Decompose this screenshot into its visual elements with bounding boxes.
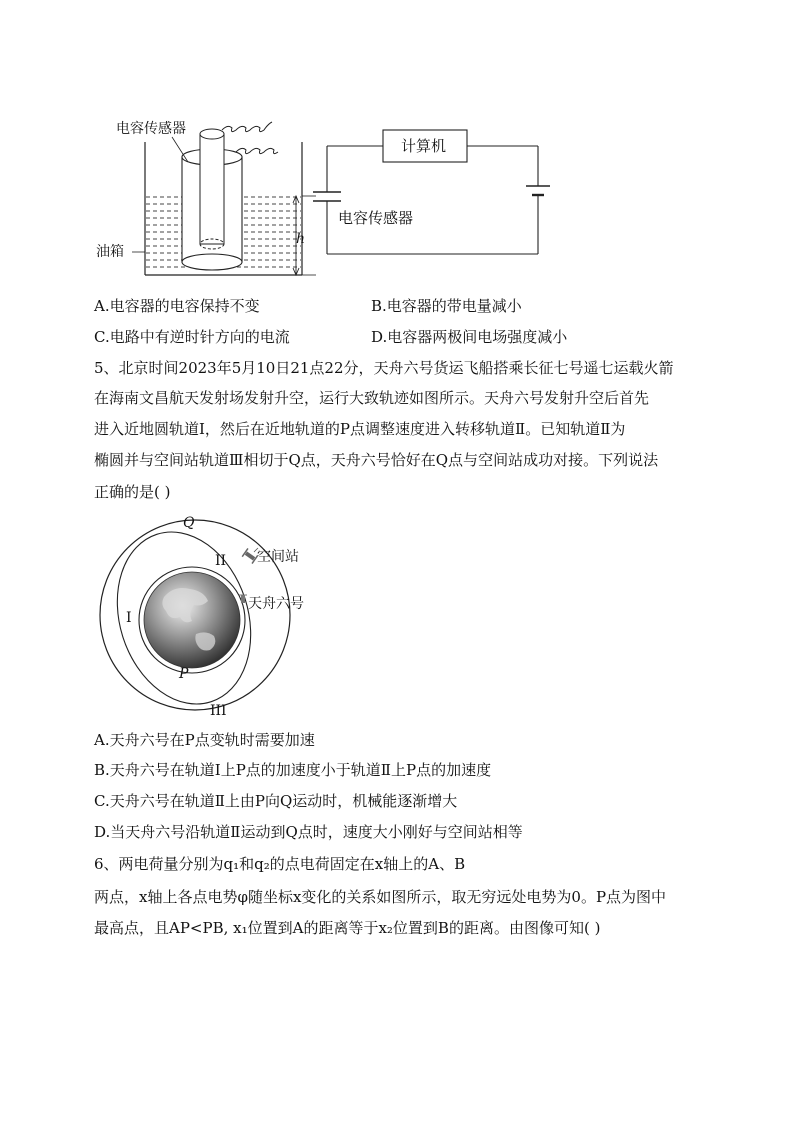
orbit-label-tianzhou: 天舟六号 bbox=[248, 596, 304, 612]
sensor-label: 电容传感器 bbox=[116, 121, 186, 137]
orbit-label-iii: III bbox=[210, 703, 227, 719]
computer-label: 计算机 bbox=[401, 137, 447, 155]
q6-line-3: 最高点，且AP<PB, x₁位置到A的距离等于x₂位置到B的距离。由图像可知( ) bbox=[94, 919, 601, 937]
orbit-label-ii: II bbox=[215, 553, 227, 569]
figure-orbits bbox=[92, 512, 322, 722]
q5-option-c: C.天舟六号在轨道Ⅱ上由P向Q运动时，机械能逐渐增大 bbox=[94, 792, 458, 810]
figure-capacitor-tank bbox=[96, 92, 330, 282]
q5-line-1: 5、北京时间2023年5月10日21点22分，天舟六号货运飞船搭乘长征七号遥七运载火箭 bbox=[94, 359, 674, 377]
earth bbox=[144, 572, 240, 668]
orbit-label-station: 空间站 bbox=[257, 549, 299, 565]
q4-option-a: A.电容器的电容保持不变 bbox=[94, 297, 260, 315]
q5-option-d: D.当天舟六号沿轨道Ⅱ运动到Q点时，速度大小刚好与空间站相等 bbox=[94, 823, 523, 841]
q5-line-3: 进入近地圆轨道Ⅰ，然后在近地轨道的P点调整速度进入转移轨道Ⅱ。已知轨道Ⅱ为 bbox=[94, 420, 626, 438]
height-label: h bbox=[296, 231, 306, 247]
orbit-label-p: P bbox=[179, 666, 189, 682]
circuit-sensor-label: 电容传感器 bbox=[338, 209, 414, 227]
q5-line-4: 椭圆并与空间站轨道Ⅲ相切于Q点，天舟六号恰好在Q点与空间站成功对接。下列说法 bbox=[94, 451, 659, 469]
q4-option-c: C.电路中有逆时针方向的电流 bbox=[94, 328, 290, 346]
q5-option-a: A.天舟六号在P点变轨时需要加速 bbox=[94, 731, 315, 749]
orbit-label-i: I bbox=[126, 610, 132, 626]
figure-circuit bbox=[305, 120, 565, 260]
q5-line-5: 正确的是( ) bbox=[94, 483, 171, 501]
q4-option-b: B.电容器的带电量减小 bbox=[371, 297, 522, 315]
tank-label: 油箱 bbox=[96, 244, 124, 260]
q5-line-2: 在海南文昌航天发射场发射升空，运行大致轨迹如图所示。天舟六号发射升空后首先 bbox=[94, 389, 650, 407]
q4-option-d: D.电容器两极间电场强度减小 bbox=[371, 328, 568, 346]
q5-option-b: B.天舟六号在轨道Ⅰ上P点的加速度小于轨道Ⅱ上P点的加速度 bbox=[94, 761, 492, 779]
q6-line-1: 6、两电荷量分别为q₁和q₂的点电荷固定在x轴上的A、B bbox=[94, 855, 466, 873]
orbit-label-q: Q bbox=[183, 515, 195, 531]
q6-line-2: 两点，x轴上各点电势φ随坐标x变化的关系如图所示，取无穷远处电势为0。P点为图中 bbox=[94, 888, 667, 906]
